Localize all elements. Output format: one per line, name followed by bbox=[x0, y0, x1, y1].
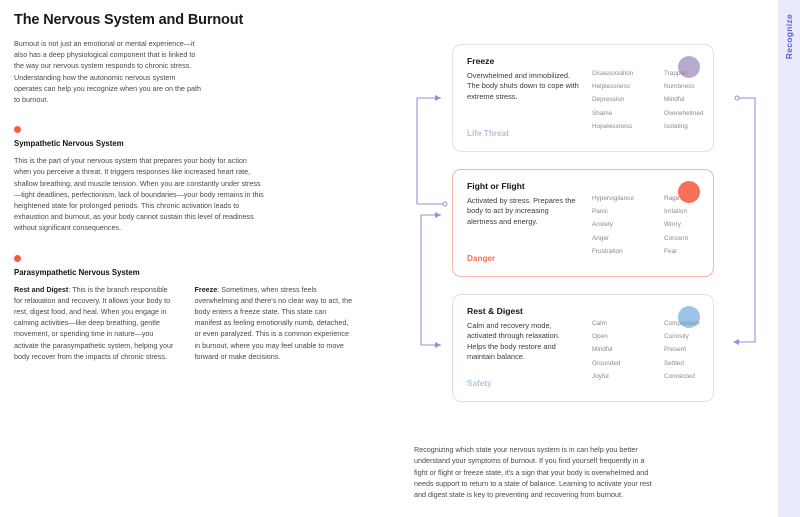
tag-item: Present bbox=[664, 346, 687, 354]
tag-item: Frustration bbox=[592, 247, 623, 255]
tag-item: Mindful bbox=[664, 96, 685, 104]
tag-column-left bbox=[592, 67, 650, 133]
card-fight-or-flight[interactable] bbox=[452, 169, 714, 277]
tag-column-right bbox=[664, 67, 722, 133]
bottom-summary-note: Recognizing which state your nervous system is in can help you better understand your symptoms of burnout. If you find yourself frequently in a fight or flight or freeze state, it's a sign that your body is overwhelmed and needs support to return to a state of balance. Learning to activate your rest and digest state is key to preventing and recovering from burnout. bbox=[414, 445, 652, 499]
card-description-fight-or-flight: Activated by stress. Prepares the body to act by increasing alertness and energy. bbox=[467, 196, 576, 226]
tag-item: Joyful bbox=[592, 372, 609, 380]
tag-item: Isolating bbox=[664, 122, 688, 130]
lead-in-rest-and-digest: Rest and Digest bbox=[14, 284, 69, 294]
tag-item: Hypervigilance bbox=[592, 195, 634, 202]
section-parasympathetic bbox=[14, 255, 414, 362]
column-rest-and-digest bbox=[14, 284, 174, 362]
tag-item: Settled bbox=[664, 359, 684, 367]
tag-item: Curiosity bbox=[664, 333, 689, 341]
tag-item: Overwhelmed bbox=[664, 109, 704, 117]
tag-item: Calm bbox=[592, 320, 607, 327]
tag-item: Helplessness bbox=[592, 83, 631, 91]
card-title-fight-or-flight: Fight or Flight bbox=[467, 181, 525, 191]
arrowhead-fight-icon bbox=[435, 212, 441, 218]
intro-paragraph: Burnout is not just an emotional or mental experience—it also has a deep physiological component that is linked to the way our nervous system responds to chronic stress. Understanding how the autonomic nervous system operates can help you recognize when you are on the path to burnout. bbox=[14, 39, 202, 105]
side-band bbox=[778, 0, 800, 517]
card-tags-rest-and-digest bbox=[592, 317, 722, 383]
card-title-freeze: Freeze bbox=[467, 56, 495, 66]
card-description-rest-and-digest: Calm and recovery mode, activated through relaxation. Helps the body restore and maintain balance. bbox=[467, 321, 560, 362]
arrowhead-right-loop-icon bbox=[733, 339, 739, 345]
tag-item: Anxiety bbox=[592, 221, 613, 229]
arrowhead-freeze-icon bbox=[435, 95, 441, 101]
tag-item: Hopelessness bbox=[592, 122, 633, 130]
card-state-label-freeze: Life Threat bbox=[467, 129, 509, 138]
tag-item: Fear bbox=[664, 247, 678, 255]
tag-column-right bbox=[664, 317, 722, 383]
bullet-dot-icon bbox=[14, 255, 21, 262]
tag-column-left bbox=[592, 192, 650, 258]
card-freeze[interactable] bbox=[452, 44, 714, 152]
tag-item: Grounded bbox=[592, 359, 621, 367]
connector-node-fight-icon bbox=[443, 202, 447, 206]
card-tags-freeze bbox=[592, 67, 722, 133]
card-tags-fight-or-flight bbox=[592, 192, 722, 258]
tag-item: Compassion bbox=[664, 320, 700, 327]
tag-item: Anger bbox=[592, 234, 610, 242]
tag-item: Open bbox=[592, 333, 608, 341]
tag-item: Panic bbox=[592, 208, 608, 216]
tag-item: Connected bbox=[664, 372, 695, 380]
tag-item: Mindful bbox=[592, 346, 613, 354]
section-body-sympathetic: This is the part of your nervous system that prepares your body for action when you perceive a threat. It triggers responses like increased heart rate, shallow breathing, and muscle tension. When you are constantly under stress—tight deadlines, perfectionism, lack of boundaries—your body remains in this heightened state for prolonged periods. This chronic activation leads to exhaustion and burnout, as your body cannot sustain this level of readiness without significant consequences. bbox=[14, 156, 264, 233]
tag-item: Concern bbox=[664, 234, 689, 242]
tag-item: Irritation bbox=[664, 208, 688, 216]
card-state-label-fight-or-flight: Danger bbox=[467, 254, 496, 263]
card-state-label-rest-and-digest: Safety bbox=[467, 379, 492, 388]
tag-item: Trapped bbox=[664, 70, 688, 77]
section-title-sympathetic: Sympathetic Nervous System bbox=[14, 139, 124, 149]
body-rest-and-digest: : This is the branch responsible for relaxation and recovery. It allows your body to rest, digest food, and heal. When you engage in calming activities—like deep breathing, gentle movement, or spending time in nature—you activate the parasympathetic system, helping your body recover from the impacts of chronic stress. bbox=[14, 284, 174, 361]
card-rest-and-digest[interactable] bbox=[452, 294, 714, 402]
bullet-dot-icon bbox=[14, 126, 21, 133]
tag-item: Depression bbox=[592, 96, 625, 104]
column-freeze bbox=[195, 284, 355, 362]
card-description-freeze: Overwhelmed and immobilized. The body shuts down to cope with extreme stress. bbox=[467, 71, 579, 101]
tag-item: Shame bbox=[592, 109, 613, 117]
lead-in-freeze: Freeze bbox=[194, 284, 218, 294]
section-sympathetic bbox=[14, 126, 414, 233]
card-title-rest-and-digest: Rest & Digest bbox=[467, 306, 523, 316]
section-title-parasympathetic: Parasympathetic Nervous System bbox=[14, 267, 140, 277]
page-title: The Nervous System and Burnout bbox=[14, 12, 244, 28]
left-content-column bbox=[14, 12, 414, 362]
tag-item: Worry bbox=[664, 221, 681, 229]
tag-item: Numbness bbox=[664, 83, 695, 91]
tag-column-left bbox=[592, 317, 650, 383]
tag-item: Rage bbox=[664, 195, 680, 202]
nervous-system-state-cards bbox=[452, 44, 714, 402]
parasympathetic-columns bbox=[14, 284, 354, 362]
connector-node-freeze-icon bbox=[735, 96, 739, 100]
connector-right-loop bbox=[735, 98, 755, 342]
tag-column-right bbox=[664, 192, 722, 258]
arrowhead-rest-icon bbox=[435, 342, 441, 348]
body-freeze: : Sometimes, when stress feels overwhelming and there's no clear way to act, the body enters a freeze state. This state can manifest as feeling emotionally numb, detached, or even paralyzed. This is a common experience in burnout, where you may feel unable to move forward or make decisions. bbox=[194, 284, 353, 361]
side-band-label: Recognize bbox=[784, 14, 794, 60]
tag-item: Disassociation bbox=[592, 70, 634, 77]
